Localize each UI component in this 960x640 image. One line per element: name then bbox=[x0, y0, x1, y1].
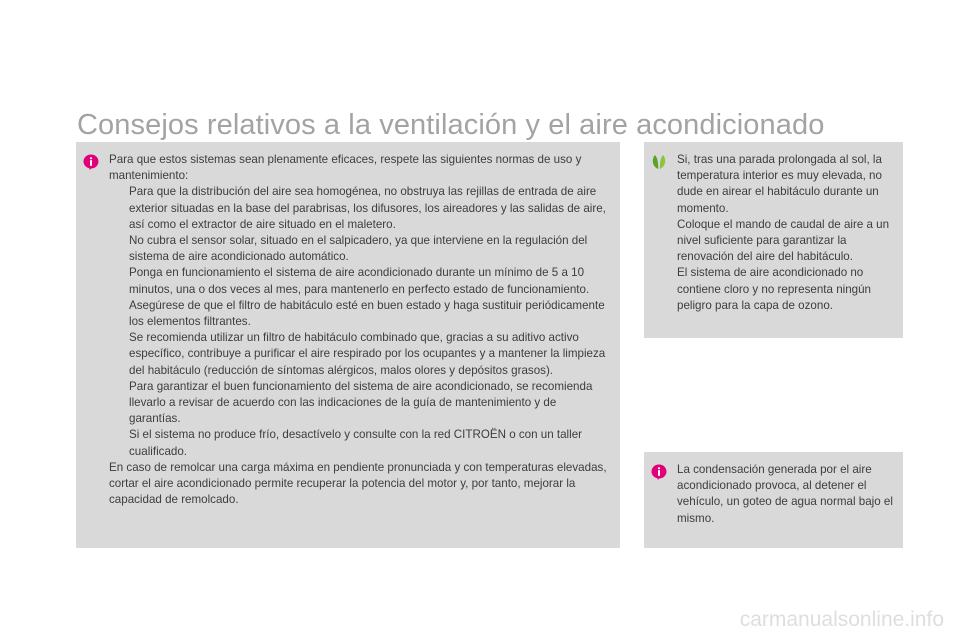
watermark-logo: carmanualsonline.info bbox=[739, 608, 944, 631]
outro-paragraph: En caso de remolcar una carga máxima en pendiente pronunciada y con temperaturas elevadas, cortar el aire acondicionado permite recuperar la potencia del motor y, por tanto, mejorar la capacidad de remolcado. bbox=[109, 460, 607, 507]
eco-tip-box bbox=[644, 142, 903, 338]
list-item bbox=[109, 298, 609, 379]
eco-tip-text bbox=[677, 152, 899, 314]
ventilation-tips-box bbox=[76, 142, 620, 548]
ventilation-tips-text bbox=[109, 152, 609, 508]
intro-paragraph: Para que estos sistemas sean plenamente eficaces, respete las siguientes normas de uso y mantenimiento: bbox=[109, 153, 582, 183]
info-icon bbox=[651, 464, 667, 480]
list-item-text: Asegúrese de que el filtro de habitáculo esté en buen estado y haga sustituir periódicamente los elementos filtrantes. bbox=[129, 298, 605, 329]
list-item-text: Ponga en funcionamiento el sistema de aire acondicionado durante un mínimo de 5 a 10 minutos, una o dos veces al mes, para mantenerlo en perfecto estado de funcionamiento. bbox=[129, 266, 590, 296]
list-item bbox=[109, 427, 609, 459]
list-item bbox=[109, 265, 609, 297]
condensation-paragraph: La condensación generada por el aire acondicionado provoca, al detener el vehículo, un goteo de agua normal bajo el mismo. bbox=[677, 463, 893, 525]
condensation-info-box bbox=[644, 452, 903, 548]
list-item-text: Si el sistema no produce frío, desactívelo y consulte con la red CITROËN o con un taller cualificado. bbox=[129, 428, 583, 458]
eco-paragraph: Coloque el mando de caudal de aire a un nivel suficiente para garantizar la renovación del aire del habitáculo. bbox=[677, 217, 890, 264]
list-item bbox=[109, 379, 609, 428]
eco-paragraph: El sistema de aire acondicionado no contiene cloro y no representa ningún peligro para la capa de ozono. bbox=[677, 266, 872, 312]
list-item-text: Para que la distribución del aire sea homogénea, no obstruya las rejillas de entrada de aire exterior situadas en la base del parabrisas, los difusores, los aireadores y las salidas de aire, así como el extractor de aire situado en el maletero. bbox=[129, 185, 606, 231]
eco-paragraph: Si, tras una parada prolongada al sol, la temperatura interior es muy elevada, no dude en airear el habitáculo durante un momento. bbox=[677, 153, 882, 215]
page-title: Consejos relativos a la ventilación y el aire acondicionado bbox=[77, 109, 825, 142]
info-icon bbox=[83, 154, 99, 170]
condensation-info-text bbox=[677, 462, 899, 527]
leaf-icon bbox=[651, 154, 667, 170]
list-item-text: Para garantizar el buen funcionamiento del sistema de aire acondicionado, se recomienda llevarlo a revisar de acuerdo con las indicaciones de la guía de mantenimiento y de garantías. bbox=[129, 379, 593, 426]
list-item-extra-text: Se recomienda utilizar un filtro de habitáculo combinado que, gracias a su aditivo activo específico, contribuye a purificar el aire respirado por los ocupantes y a mantener la limpieza del habitáculo (reducción de síntomas alérgicos, malos olores y depósitos grasos). bbox=[129, 331, 606, 377]
list-item bbox=[109, 233, 609, 265]
list-item bbox=[109, 184, 609, 233]
list-item-text: No cubra el sensor solar, situado en el salpicadero, ya que interviene en la regulación del sistema de aire acondicionado automático. bbox=[129, 234, 588, 264]
